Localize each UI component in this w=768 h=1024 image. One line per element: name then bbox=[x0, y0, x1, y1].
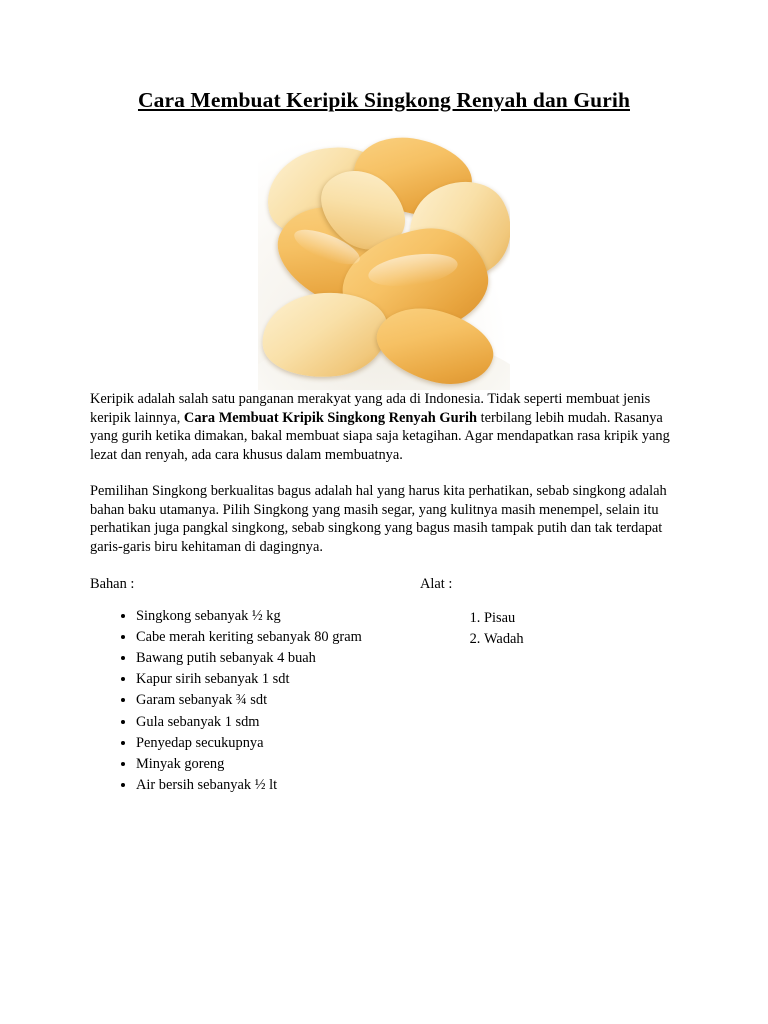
list-item: • Air bersih sebanyak ½ lt bbox=[136, 775, 466, 796]
intro-bold-phrase: Cara Membuat Kripik Singkong Renyah Gurih bbox=[183, 409, 477, 426]
list-item: • Kapur sirih sebanyak 1 sdt bbox=[136, 669, 466, 690]
list-item: • Bawang putih sebanyak 4 buah bbox=[136, 648, 466, 669]
list-item: • Gula sebanyak 1 sdm bbox=[136, 712, 466, 733]
section-headings-row bbox=[90, 576, 678, 593]
intro-text-part-2: terbilang lebih mudah. Rasanya yang gurih ketika dimakan, bakal membuat siapa saja ketagihan. Agar mendapatkan rasa kripik yang lezat dan renyah, ada cara khusus dalam membuatnya. bbox=[90, 409, 670, 464]
list-item: • Penyedap secukupnya bbox=[136, 733, 466, 754]
quality-paragraph: Pemilihan Singkong berkualitas bagus adalah hal yang harus kita perhatikan, sebab singkong adalah bahan baku utamanya. Pilih Singkong yang masih segar, yang kulitnya masih menempel, selain itu perhatikan juga pangkal singkong, sebab singkong yang bagus masih tampak putih dan tak terdapat garis-garis biru kehitaman di dagingnya. bbox=[90, 482, 667, 556]
list-item: • Cabe merah keriting sebanyak 80 gram bbox=[136, 627, 466, 648]
cassava-chips-photo bbox=[258, 135, 510, 390]
list-item: • Minyak goreng bbox=[136, 754, 466, 775]
intro-text-part-1: Keripik adalah salah satu panganan merakyat yang ada di Indonesia. Tidak seperti membuat jenis keripik lainnya, bbox=[90, 391, 651, 426]
bahan-list bbox=[90, 606, 466, 797]
lists-row bbox=[90, 606, 678, 797]
intro-paragraph bbox=[90, 390, 678, 465]
photo-background bbox=[258, 135, 510, 390]
list-item: • Garam sebanyak ¾ sdt bbox=[136, 690, 466, 711]
page-title: Cara Membuat Keripik Singkong Renyah dan Gurih bbox=[137, 88, 630, 112]
list-item: 1. Pisau bbox=[484, 608, 524, 629]
alat-list-wrapper bbox=[466, 606, 524, 797]
list-item: • Singkong sebanyak ½ kg bbox=[136, 606, 466, 627]
bahan-heading: Bahan : bbox=[90, 575, 135, 592]
list-item: 2. Wadah bbox=[484, 629, 524, 650]
alat-list bbox=[466, 608, 524, 650]
alat-heading: Alat : bbox=[420, 575, 453, 592]
